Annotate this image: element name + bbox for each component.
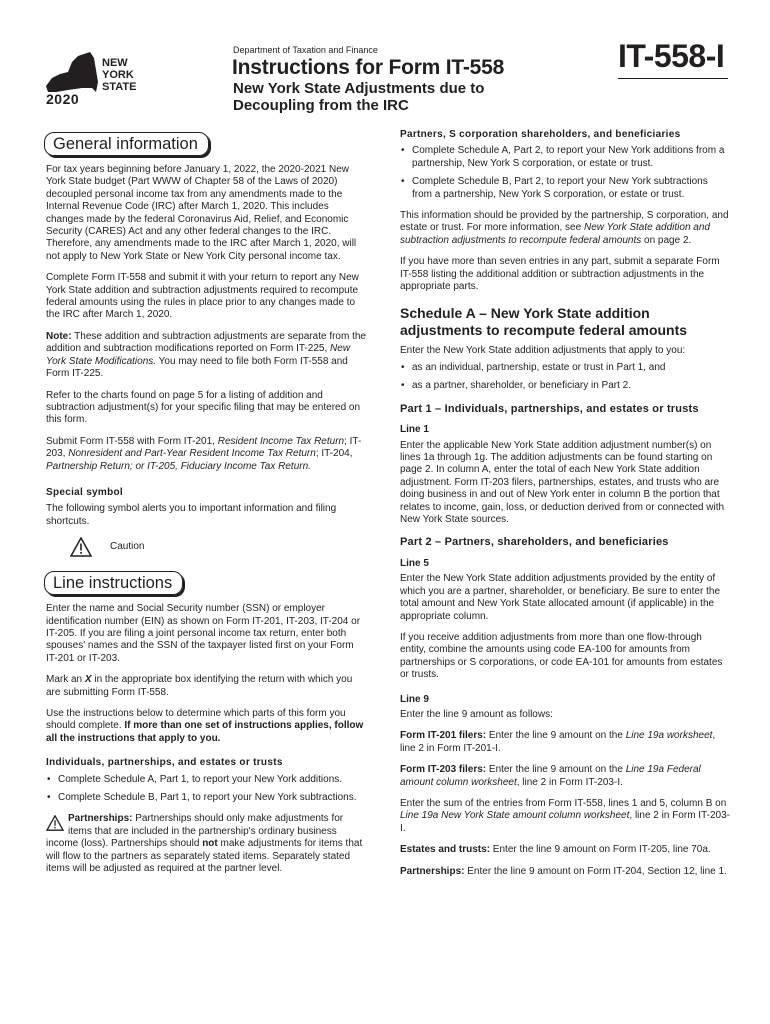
refer-paragraph: Refer to the charts found on page 5 for a listing of addition and subtraction adjustment(s) for your specific filing that may be entered on this form. [46, 389, 361, 426]
partnerships-not: not [202, 838, 218, 850]
page-subtitle: New York State Adjustments due to Decoupling from the IRC [233, 80, 485, 114]
sum-paragraph [400, 798, 730, 835]
seven-entries-paragraph: If you have more than seven entries in any part, submit a separate Form IT-558 listing the additional addition or subtraction adjustments in the appropriate parts. [400, 256, 720, 293]
line-1-text: Enter the applicable New York State addition adjustment number(s) on lines 1a through 1g. The addition adjustments can be found starting on page 2. In column A, enter the total of each New York State addition adjustment. Form IT-203 filers, partnerships, estates, and trusts who are doing business in and out of New York enter in column B the portion that relates to income, gain, loss, or deduction derived from or connected with New York State sources. [400, 439, 725, 526]
tax-year: 2020 [46, 91, 80, 107]
line-instructions-paragraph: Enter the name and Social Security number (SSN) or employer identification number (EIN) as shown on Form IT-201, IT-203, IT-204 or IT-205. If you are filing a joint personal income tax return, enter both spouses' names and the SSN of the taxpayer listed first on your Form IT-201 or IT-203. [46, 603, 361, 664]
info-text: This information should be provided by the partnership, S corporation, and estate or trust. For more information, see [400, 210, 729, 234]
mark-text-end: in the appropriate box identifying the return with which you are submitting Form IT-558. [46, 674, 353, 698]
partnerships-text-end: make adjustments for items that will flow to the partners as separately stated items. Separately stated items will be adjusted as required at the partner level. [46, 838, 363, 875]
special-symbol-heading: Special symbol [46, 486, 124, 498]
info-paragraph [400, 210, 730, 247]
left-column [46, 132, 368, 884]
form-201-text-end: , line 2 in Form IT-201-I. [400, 730, 716, 754]
line-9-heading: Line 9 [400, 693, 429, 705]
form-201-text: Enter the line 9 amount on the [486, 730, 626, 742]
caution-icon [46, 815, 64, 831]
line-5-text: Enter the New York State addition adjustments provided by the entity of which you are a partner, shareholder, or beneficiary. Be sure to enter the total amount and New York State allocated amount (if applicable) in the appropriate column. [400, 573, 720, 622]
line-1-heading: Line 1 [400, 424, 429, 436]
form-203-label: Form IT-203 filers: [400, 764, 487, 776]
form-number-underline [618, 78, 728, 79]
logo-word-1: NEW [102, 57, 128, 69]
schedule-a-heading: Schedule A – New York State addition adjustments to recompute federal amounts [400, 305, 688, 339]
logo-word-2: YORK [102, 69, 134, 81]
list-item: • Complete Schedule A, Part 1, to report your New York additions. [46, 774, 368, 786]
partnerships-line9-text: Enter the line 9 amount on Form IT-204, Section 12, line 1. [464, 865, 727, 877]
mark-x: X [84, 674, 92, 686]
sum-worksheet: Line 19a New York State amount column worksheet [400, 810, 630, 822]
submit-text: Submit Form IT-558 with Form IT-201, [46, 435, 218, 447]
note-label: Note: [46, 330, 72, 342]
use-text: Use the instructions below to determine which parts of this form you should complete. [46, 708, 346, 732]
partnerships-line9-paragraph [400, 866, 730, 878]
caution-icon [70, 537, 92, 557]
use-instructions-paragraph [46, 708, 368, 745]
partnerships-paragraph [46, 813, 368, 875]
special-symbol-text: The following symbol alerts you to important information and filing shortcuts. [46, 503, 337, 527]
department-name: Department of Taxation and Finance [233, 45, 378, 55]
general-information-heading: General information [44, 132, 209, 156]
mark-text: Mark an [46, 674, 85, 686]
list-item: • as a partner, shareholder, or beneficiary in Part 2. [400, 380, 730, 392]
form-203-text-end: , line 2 in Form IT-203-I. [516, 776, 623, 788]
list-item: • Complete Schedule A, Part 2, to report your New York additions from a partnership, New York S corporation, or estate or trust. [400, 145, 730, 170]
estates-label: Estates and trusts: [400, 844, 491, 856]
submit-paragraph [46, 436, 368, 473]
general-info-paragraph-1: For tax years beginning before January 1, 2022, the 2020-2021 New York State budget (Part WWW of Chapter 58 of the Laws of 2020) decoupled personal income tax from any amendments made to the Internal Revenue Code (IRC) after March 1, 2020. This includes changes made by the federal Coronavirus Aid, Relief, and Economic Security (CARES) Act and any other federal changes to the IRC. Therefore, any amendments made to the IRC after March 1, 2020, will not apply to New York State or New York City personal income tax. [46, 164, 357, 262]
mark-paragraph [46, 674, 368, 699]
estates-text: Enter the line 9 amount on Form IT-205, line 70a. [490, 844, 711, 856]
logo-word-3: STATE [102, 81, 137, 93]
info-text-end: on page 2. [641, 234, 692, 246]
list-item: • as an individual, partnership, estate or trust in Part 1, and [400, 362, 730, 374]
note-text-end: You may need to file both Form IT-558 and Form IT-225. [46, 355, 348, 380]
state-outline-icon [46, 52, 98, 92]
schedule-a-intro: Enter the New York State addition adjustments that apply to you: [400, 345, 686, 357]
form-203-worksheet: Line 19a Federal amount column worksheet [400, 764, 701, 788]
form-201-worksheet: Line 19a worksheet [625, 730, 713, 742]
line-5-text-2: If you receive addition adjustments from more than one flow-through entity, combine the amounts using code EA-100 for amounts from partnerships or S corporations, or code EA-101 for amounts from estates or trusts. [400, 631, 723, 681]
caution-legend [70, 537, 368, 557]
note-paragraph [46, 331, 368, 381]
submit-form-203: Nonresident and Part-Year Resident Income Tax Return [68, 448, 316, 460]
partnerships-label: Partnerships: [68, 813, 133, 825]
part-1-heading: Part 1 – Individuals, partnerships, and estates or trusts [400, 402, 699, 415]
note-text: These addition and subtraction adjustments are separate from the addition and subtraction modifications reported on Form IT-225, [46, 330, 366, 355]
form-203-paragraph [400, 764, 730, 789]
form-201-paragraph [400, 730, 730, 755]
general-info-paragraph-2: Complete Form IT-558 and submit it with your return to report any New York State addition and subtraction adjustments required to recompute federal amounts using the rules in place prior to any changes made to the IRC after March 1, 2020. [46, 272, 359, 321]
caution-label: Caution [110, 540, 145, 552]
sum-text-end: , line 2 in Form IT-203-I. [400, 810, 730, 834]
partners-list [400, 145, 730, 201]
submit-form-201: Resident Income Tax Return [217, 435, 345, 447]
list-item: • Complete Schedule B, Part 2, to report your New York subtractions from a partnership, New York S corporation, or estate or trust. [400, 176, 730, 201]
partners-heading: Partners, S corporation shareholders, and beneficiaries [400, 129, 681, 140]
note-form-name: New York State Modifications. [46, 343, 351, 367]
submit-text-3: ; IT-204, [315, 448, 353, 460]
line-5-heading: Line 5 [400, 557, 429, 569]
list-item: • Complete Schedule B, Part 1, to report your New York subtractions. [46, 792, 368, 804]
schedule-a-list [400, 362, 730, 393]
line-9-intro: Enter the line 9 amount as follows: [400, 709, 553, 720]
submit-form-204-205: Partnership Return; or IT-205, Fiduciary Income Tax Return. [46, 460, 311, 472]
form-201-label: Form IT-201 filers: [400, 730, 487, 742]
partnerships-text: Partnerships should only make adjustments for items that are included in the partnership's ordinary business income (loss). Partnerships should [46, 813, 344, 850]
form-number: IT-558-I [618, 38, 725, 74]
right-column [400, 129, 730, 887]
line-instructions-heading: Line instructions [44, 571, 183, 595]
part-2-heading: Part 2 – Partners, shareholders, and beneficiaries [400, 536, 669, 549]
estates-paragraph [400, 844, 730, 856]
info-section-ref: New York State addition and subtraction adjustments to recompute federal amounts [400, 222, 710, 246]
sum-text: Enter the sum of the entries from Form IT-558, lines 1 and 5, column B on [400, 798, 727, 810]
form-203-text: Enter the line 9 amount on the [486, 764, 626, 776]
partnerships-line9-label: Partnerships: [400, 865, 465, 877]
page-title: Instructions for Form IT-558 [232, 56, 505, 79]
individuals-list [46, 774, 368, 805]
submit-text-2: ; IT-203, [46, 435, 362, 460]
individuals-heading: Individuals, partnerships, and estates or trusts [46, 757, 283, 769]
use-bold-text: If more than one set of instructions applies, follow all the instructions that apply to you. [46, 720, 364, 744]
